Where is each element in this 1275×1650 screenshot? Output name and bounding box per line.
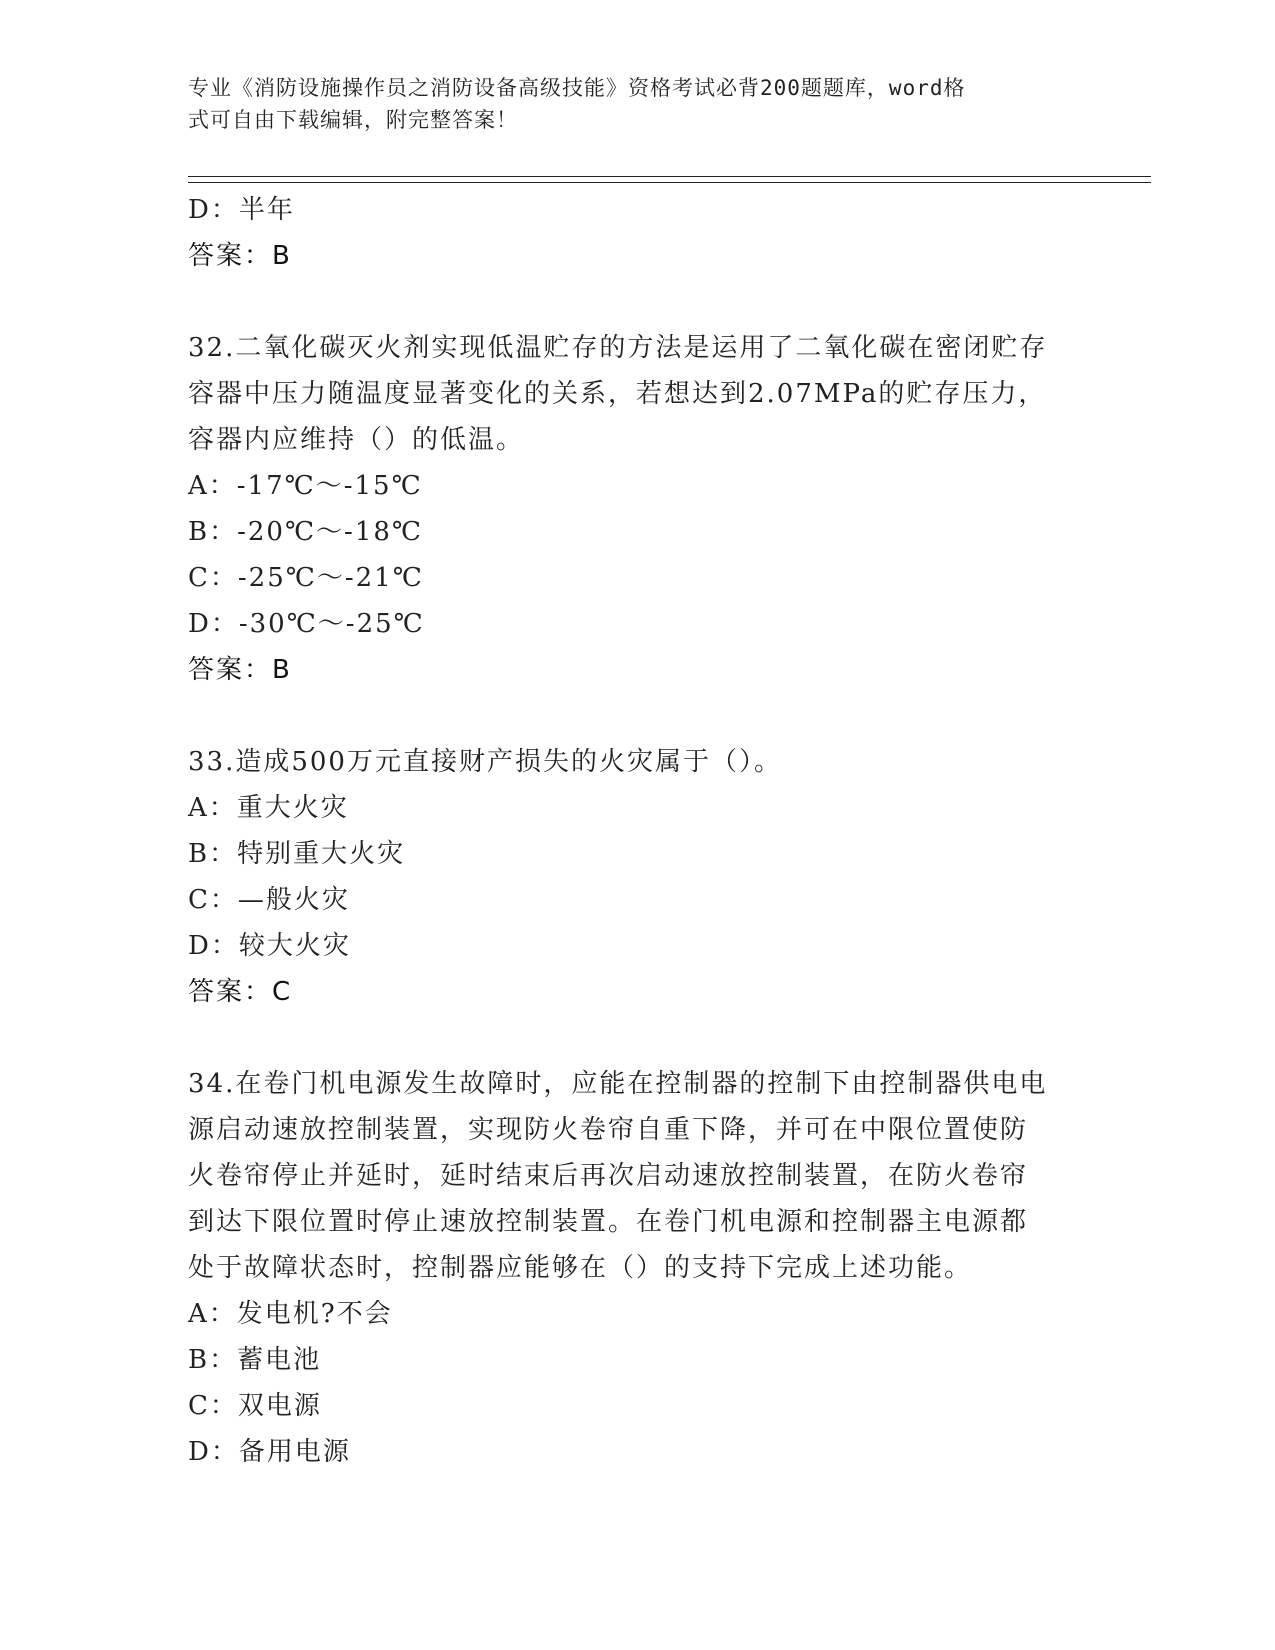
spacer <box>188 279 1088 325</box>
option-a: A：发电机?不会 <box>188 1299 393 1329</box>
document-header <box>188 72 1068 136</box>
question-stem-line: 源启动速放控制装置，实现防火卷帘自重下降，并可在中限位置使防 <box>188 1115 1029 1145</box>
header-line-1: 专业《消防设施操作员之消防设备高级技能》资格考试必背200题题库，word格 <box>188 76 966 100</box>
prev-option-d: D：半年 <box>188 195 295 225</box>
spacer <box>188 1015 1088 1061</box>
question-stem-line: 容器中压力随温度显著变化的关系，若想达到2.07MPa的贮存压力， <box>188 379 1047 409</box>
answer-line: 答案：C <box>188 977 293 1007</box>
question-32 <box>188 325 1088 693</box>
option-d: D：备用电源 <box>188 1437 351 1467</box>
answer-line: 答案：B <box>188 655 292 685</box>
option-d: D：-30℃～-25℃ <box>188 609 425 639</box>
option-c: C：双电源 <box>188 1391 322 1421</box>
spacer <box>188 693 1088 739</box>
question-stem-line: 容器内应维持（）的低温。 <box>188 425 525 455</box>
header-divider-bottom <box>188 182 1151 183</box>
header-divider-top <box>188 176 1151 177</box>
option-b: B：特别重大火灾 <box>188 839 406 869</box>
question-content <box>188 187 1088 1475</box>
question-stem-line: 34.在卷门机电源发生故障时，应能在控制器的控制下由控制器供电电 <box>188 1069 1048 1099</box>
option-c: C：-25℃～-21℃ <box>188 563 424 593</box>
option-b: B：蓄电池 <box>188 1345 322 1375</box>
question-stem-line: 处于故障状态时，控制器应能够在（）的支持下完成上述功能。 <box>188 1253 973 1283</box>
header-line-2: 式可自由下载编辑，附完整答案！ <box>188 108 518 132</box>
question-stem-line: 32.二氧化碳灭火剂实现低温贮存的方法是运用了二氧化碳在密闭贮存 <box>188 333 1048 363</box>
question-stem-line: 33.造成500万元直接财产损失的火灾属于（）。 <box>188 747 782 777</box>
option-b: B：-20℃～-18℃ <box>188 517 424 547</box>
question-34 <box>188 1061 1088 1475</box>
option-a: A：重大火灾 <box>188 793 349 823</box>
option-a: A：-17℃～-15℃ <box>188 471 423 501</box>
question-stem-line: 到达下限位置时停止速放控制装置。在卷门机电源和控制器主电源都 <box>188 1207 1029 1237</box>
option-d: D：较大火灾 <box>188 931 351 961</box>
prev-answer: 答案：B <box>188 241 292 271</box>
question-stem-line: 火卷帘停止并延时，延时结束后再次启动速放控制装置，在防火卷帘 <box>188 1161 1029 1191</box>
option-c: C：—般火灾 <box>188 885 350 915</box>
question-33 <box>188 739 1088 1015</box>
